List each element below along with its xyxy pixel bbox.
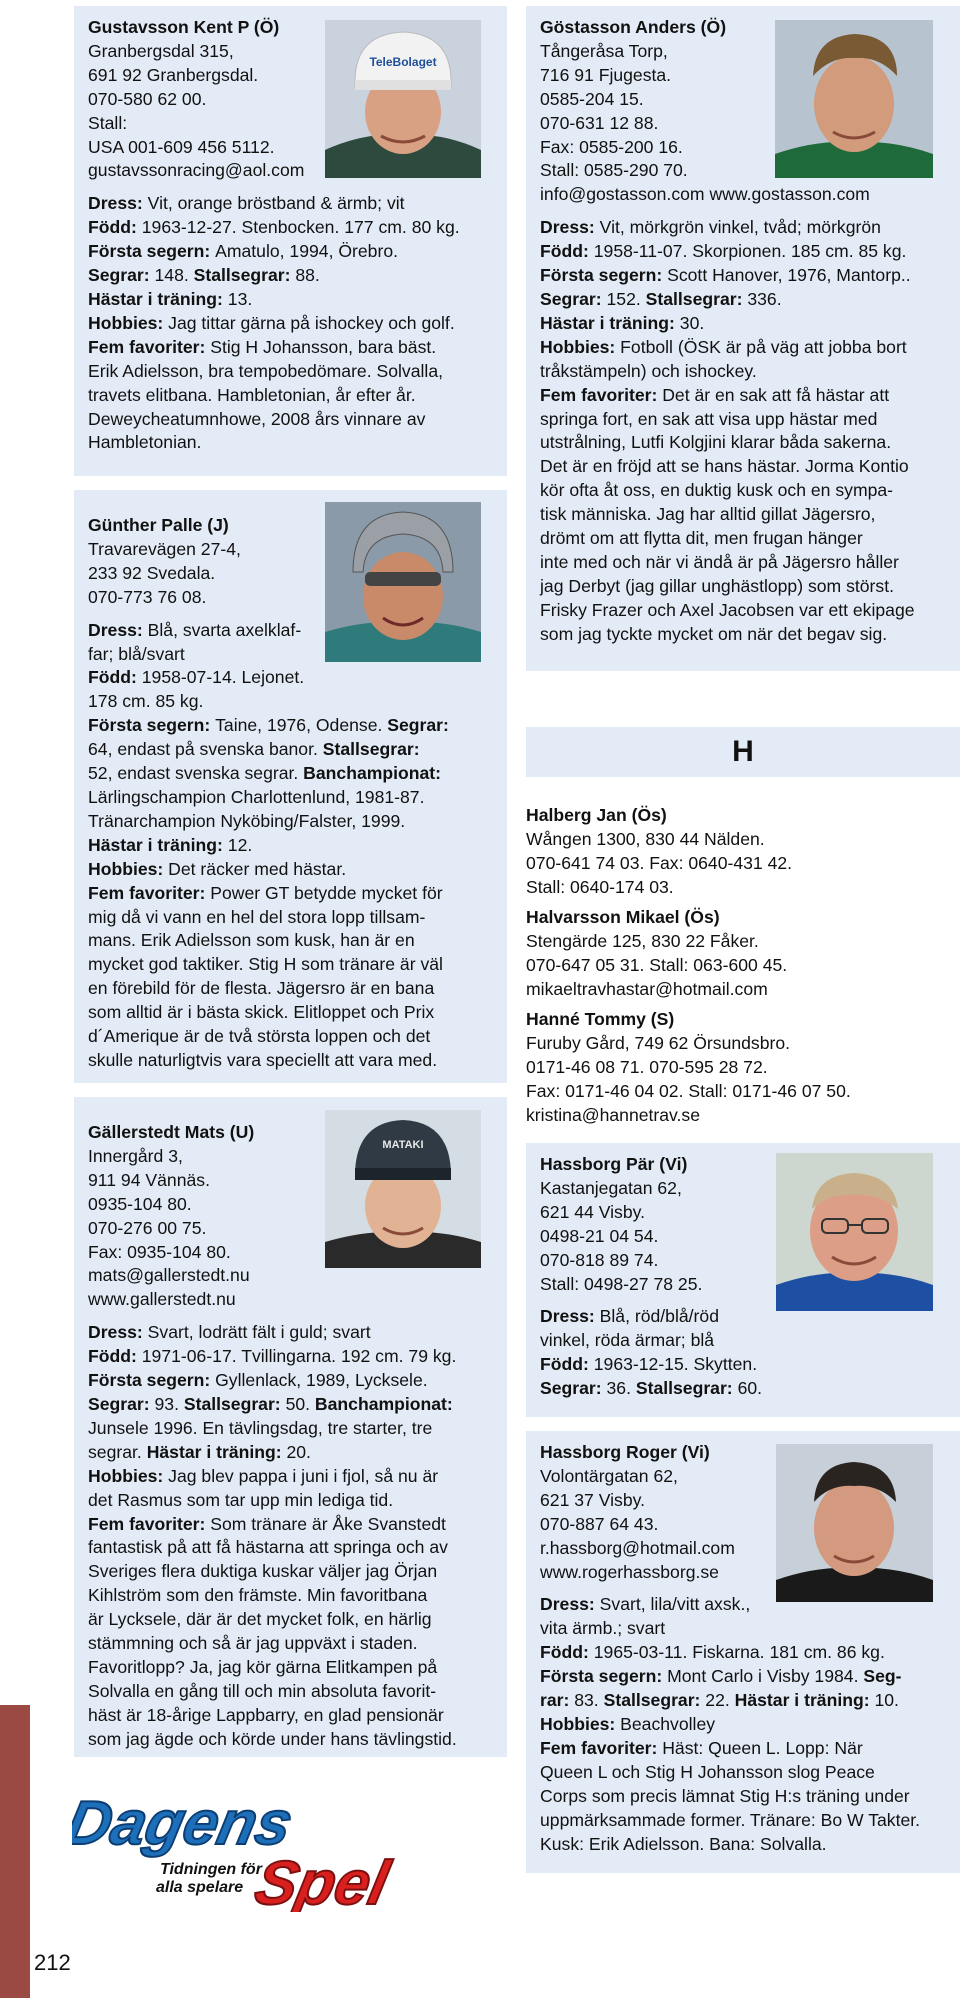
field-label: Hästar i träning: [540,312,680,333]
detail-line [88,762,493,786]
field-label: Stallsegrar: [193,265,296,286]
field-value: Det är en sak att få hästar att [662,384,890,405]
cap-logo-text: TeleBolaget [369,55,437,69]
detail-line [540,240,946,264]
field-value: är Lycksele, där är det mycket folk, en härlig [88,1609,432,1630]
driver-name: Halberg Jan (Ös) [526,805,667,825]
detail-line [88,240,493,264]
field-label: Stallsegrar: [183,1393,286,1414]
field-value: Sveriges flera duktiga kuskar väljer jag Örjan [88,1561,438,1582]
detail-line [540,1809,946,1833]
address-line: 070-818 89 74. [540,1249,659,1270]
field-value: travets elitbana. Hambletonian, år efter år. [88,384,416,405]
address-line: 233 92 Svedala. [88,562,216,583]
address-block [526,1032,960,1128]
field-label: Fem favoriter: [540,1737,663,1758]
field-label: Hästar i träning: [146,1441,287,1462]
field-value: som jag tyckte mycket om när det begav sig. [540,623,888,644]
field-value: 22. [705,1690,735,1711]
field-value: d´Amerique är de två största loppen och det [88,1026,431,1047]
detail-line [540,431,946,455]
driver-photo [325,20,481,178]
field-value: Junsele 1996. En tävlingsdag, tre starter, tre [88,1417,433,1438]
detail-line [88,953,493,977]
field-value: mans. Erik Adielsson som kusk, han är en [88,930,415,951]
field-label: Segrar: [88,1393,155,1414]
detail-line [88,1465,493,1489]
detail-line [540,1641,946,1665]
profile-details [88,192,493,455]
field-value: 93. [154,1393,184,1414]
field-label: Första segern: [88,1370,216,1391]
address-line: 070-647 05 31. Stall: 063-600 45. [526,954,788,975]
address-line: Kastanjegatan 62, [540,1177,682,1198]
field-value: 83. [574,1690,604,1711]
section-letter-h: H [526,727,960,777]
portrait-image [325,502,481,662]
detail-line [540,1689,946,1713]
field-value: inte med och när vi ändå är på Jägersro håller [540,551,899,572]
field-label: Seg- [863,1666,902,1687]
field-value: 152. [606,288,646,309]
field-value: 178 cm. 85 kg. [88,691,204,712]
field-value: Som tränare är Åke Svanstedt [210,1513,446,1534]
field-label: Segrar: [88,265,155,286]
detail-line [88,1560,493,1584]
field-value: 12. [227,834,253,855]
driver-photo [325,1110,481,1268]
portrait-image [776,1153,933,1311]
address-line: Innergård 3, [88,1145,183,1166]
field-value: Corps som precis lämnat Stig H:s träning under [540,1785,910,1806]
field-value: utstrålning, Lutfi Kolgjini klarar båda sakerna. [540,432,892,453]
detail-line [88,738,493,762]
driver-name: Halvarsson Mikael (Ös) [526,907,720,927]
driver-photo [776,1153,933,1311]
field-label: Hobbies: [540,1713,621,1734]
detail-line [88,906,493,930]
address-line: Stall: 0498-27 78 25. [540,1273,703,1294]
field-value: Favoritlopp? Ja, jag kör gärna Elitkampen på [88,1656,438,1677]
detail-line [540,1713,946,1737]
address-line: Wången 1300, 830 44 Nälden. [526,828,765,849]
entry-halberg-jan [526,804,960,900]
driver-photo [775,20,933,178]
field-value: springa fort, en sak att visa upp hästar med [540,408,878,429]
detail-line [540,384,946,408]
field-value: 20. [286,1441,311,1462]
field-value: det Rasmus som tar upp min lediga tid. [88,1489,394,1510]
field-value: 13. [227,288,253,309]
field-label: Stallsegrar: [322,739,420,760]
field-value: Amatulo, 1994, Örebro. [215,241,398,262]
field-value: 64, endast på svenska banor. [88,739,323,760]
address-line: gustavssonracing@aol.com [88,160,305,181]
detail-line [540,264,946,288]
field-value: 1965-03-11. Fiskarna. 181 cm. 86 kg. [593,1642,885,1663]
field-value: 148. [154,265,194,286]
detail-line [540,408,946,432]
address-line: 070-276 00 75. [88,1217,207,1238]
detail-line [88,264,493,288]
address-line: 691 92 Granbergsdal. [88,64,259,85]
address-line: 0585-204 15. [540,88,644,109]
address-line: Stengärde 125, 830 22 Fåker. [526,930,759,951]
address-line: kristina@hannetrav.se [526,1104,701,1125]
field-value: Svart, lila/vitt axsk., [599,1594,751,1615]
address-line: r.hassborg@hotmail.com [540,1537,735,1558]
detail-line [88,1680,493,1704]
address-line: Granbergsdal 315, [88,40,234,61]
field-value: far; blå/svart [88,643,185,664]
address-line: Fax: 0585-200 16. [540,136,683,157]
field-label: Fem favoriter: [88,882,211,903]
detail-line [88,384,493,408]
profile-details [540,1593,946,1856]
detail-line [88,1656,493,1680]
field-label: Fem favoriter: [540,384,663,405]
detail-line [88,810,493,834]
detail-line [540,1737,946,1761]
address-block [526,828,960,900]
detail-line [540,288,946,312]
svg-text:alla spelare: alla spelare [156,1879,244,1896]
address-line: 0498-21 04 54. [540,1225,659,1246]
field-value: skulle naturligtvis vara speciellt att vara med. [88,1049,438,1070]
field-value: Det är en fröjd att se hans hästar. Jorma Kontio [540,456,909,477]
address-line: Stall: [88,112,128,133]
field-label: Segrar: [540,1378,607,1399]
field-value: Jag tittar gärna på ishockey och golf. [168,312,455,333]
detail-line [540,575,946,599]
field-value: Erik Adielsson, bra tempobedömare. Solvalla, [88,360,443,381]
field-value: stämmning och så är jag uppväxt i staden. [88,1633,418,1654]
field-label: Dress: [540,217,600,238]
address-line: Fax: 0171-46 04 02. Stall: 0171-46 07 50. [526,1080,851,1101]
detail-line [88,312,493,336]
field-value: Mont Carlo i Visby 1984. [667,1666,864,1687]
field-label: Hobbies: [88,1465,169,1486]
address-line: info@gostasson.com www.gostasson.com [540,184,870,205]
field-value: Jag blev pappa i juni i fjol, så nu är [168,1465,439,1486]
detail-line [88,1608,493,1632]
address-line: Furuby Gård, 749 62 Örsundsbro. [526,1032,791,1053]
detail-line [540,1833,946,1857]
detail-line [88,216,493,240]
field-value: 1963-12-15. Skytten. [593,1354,758,1375]
detail-line [88,1728,493,1752]
driver-name: Hassborg Roger (Vi) [540,1442,710,1462]
address-line: Travarevägen 27-4, [88,538,241,559]
address-line: 070-773 76 08. [88,586,207,607]
detail-line [88,1417,493,1441]
detail-line [88,1049,493,1073]
detail-line [540,479,946,503]
detail-line [88,786,493,810]
field-value: Power GT betydde mycket för [210,882,443,903]
detail-line [88,1001,493,1025]
field-value: Taine, 1976, Odense. [215,715,388,736]
detail-line [88,690,493,714]
address-line: Tångeråsa Torp, [540,40,668,61]
field-label: Hästar i träning: [88,288,228,309]
detail-line [88,1345,493,1369]
field-value: mig då vi vann en hel del stora lopp tillsam- [88,906,426,927]
address-line: mikaeltravhastar@hotmail.com [526,978,768,999]
field-label: Född: [88,217,142,238]
helmet-logo-text: MATAKI [382,1139,424,1151]
field-value: Kusk: Erik Adielsson. Bana: Solvalla. [540,1833,827,1854]
field-value: 1971-06-17. Tvillingarna. 192 cm. 79 kg. [141,1346,457,1367]
profile-details [540,216,946,646]
field-label: Hästar i träning: [88,834,228,855]
portrait-image [775,20,933,178]
detail-line [540,503,946,527]
driver-name: Göstasson Anders (Ö) [540,17,727,37]
field-label: Fem favoriter: [88,336,211,357]
field-label: Hobbies: [540,336,621,357]
field-value: Kihlström som den främste. Min favoritbana [88,1585,428,1606]
field-label: Första segern: [540,265,668,286]
field-label: Dress: [540,1594,600,1615]
field-value: Blå, svarta axelklaf- [147,619,302,640]
driver-photo [325,502,481,662]
address-line: mats@gallerstedt.nu [88,1265,250,1286]
field-value: 10. [874,1690,899,1711]
dagens-spel-logo [72,1782,492,1912]
entry-hanne-tommy [526,1008,960,1128]
field-label: Första segern: [88,715,216,736]
detail-line [88,1369,493,1393]
profile-details [540,1305,946,1401]
field-label: Första segern: [540,1666,668,1687]
field-value: Beachvolley [620,1713,716,1734]
address-block [526,930,960,1002]
address-line: 0171-46 08 71. 070-595 28 72. [526,1056,768,1077]
field-value: 336. [747,288,782,309]
detail-line [88,336,493,360]
field-value: 36. [606,1378,636,1399]
field-value: Hambletonian. [88,432,202,453]
svg-text:Dagens: Dagens [72,1788,299,1858]
detail-line [540,1617,946,1641]
address-line: 070-641 74 03. Fax: 0640-431 42. [526,852,793,873]
address-line: 070-580 62 00. [88,88,207,109]
field-label: Dress: [88,619,148,640]
address-line: Fax: 0935-104 80. [88,1241,231,1262]
detail-line [88,714,493,738]
field-label: Född: [540,241,594,262]
detail-line [540,1665,946,1689]
field-value: tråkstämpeln) och ishockey. [540,360,757,381]
detail-line [88,977,493,1001]
detail-line [88,431,493,455]
field-value: Queen L och Stig H Johansson slog Peace [540,1761,875,1782]
field-value: Svart, lodrätt fält i guld; svart [147,1322,371,1343]
field-value: vita ärmb.; svart [540,1618,666,1639]
detail-line [540,1785,946,1809]
page-number: 212 [34,1950,71,1975]
portrait-image [325,20,481,178]
address-line: 0935-104 80. [88,1193,192,1214]
field-value: häst är 18-årige Lappbarry, en glad pensionär [88,1704,444,1725]
detail-line [540,312,946,336]
field-label: Hobbies: [88,312,169,333]
address-line: 911 94 Vännäs. [88,1169,210,1190]
detail-line [88,288,493,312]
field-value: tisk människa. Jag har alltid gillat Jägersro, [540,504,876,525]
field-value: Fotboll (ÖSK är på väg att jobba bort [620,336,907,357]
detail-line [540,216,946,240]
address-line: 070-887 64 43. [540,1513,659,1534]
field-value: 1963-12-27. Stenbocken. 177 cm. 80 kg. [141,217,460,238]
detail-line [88,1632,493,1656]
profile-details [88,619,493,1073]
field-value: Deweycheatumnhowe, 2008 års vinnare av [88,408,426,429]
field-label: Segrar: [540,288,607,309]
field-label: Fem favoriter: [88,1513,211,1534]
field-value: som alltid är i bästa skick. Elitloppet och Prix [88,1002,435,1023]
page-edge-bar [0,1705,30,1998]
field-label: Stallsegrar: [635,1378,738,1399]
detail-line [88,1536,493,1560]
field-value: uppmärksammade former. Tränare: Bo W Takter. [540,1809,921,1830]
detail-line [540,360,946,384]
field-label: Stallsegrar: [603,1690,706,1711]
portrait-image [776,1444,933,1602]
field-label: Banchampionat: [314,1393,453,1414]
detail-line [88,834,493,858]
detail-line [540,1377,946,1401]
field-value: Häst: Queen L. Lopp: När [662,1737,863,1758]
detail-line [540,551,946,575]
detail-line [88,929,493,953]
field-value: 52, endast svenska segrar. [88,763,304,784]
field-value: Gyllenlack, 1989, Lycksele. [215,1370,428,1391]
detail-line [540,623,946,647]
field-value: 1958-11-07. Skorpionen. 185 cm. 85 kg. [593,241,907,262]
field-label: Hästar i träning: [734,1690,875,1711]
field-value: Stig H Johansson, bara bäst. [210,336,437,357]
field-value: en förebild för de flesta. Jägersro är en bana [88,978,435,999]
field-label: Född: [540,1354,594,1375]
field-value: fantastisk på att få hästarna att springa och av [88,1537,448,1558]
field-label: Segrar: [387,715,449,736]
svg-text:Spel: Spel [249,1848,395,1912]
detail-line [88,1704,493,1728]
field-value: Lärlingschampion Charlottenlund, 1981-87. [88,786,425,807]
field-value: kör ofta åt oss, en duktig kusk och en sympa- [540,480,894,501]
svg-text:Tidningen för: Tidningen för [160,1861,262,1878]
entry-halvarsson-mikael [526,906,960,1002]
driver-name: Hanné Tommy (S) [526,1009,675,1029]
address-line: USA 001-609 456 5112. [88,136,275,157]
field-value: segrar. [88,1441,147,1462]
address-line: 070-631 12 88. [540,112,659,133]
field-value: Scott Hanover, 1976, Mantorp.. [667,265,911,286]
detail-line [540,1761,946,1785]
driver-name: Gällerstedt Mats (U) [88,1122,255,1142]
field-value: Vit, mörkgrön vinkel, tvåd; mörkgrön [599,217,881,238]
address-line: 621 37 Visby. [540,1489,645,1510]
address-line: Stall: 0640-174 03. [526,876,674,897]
address-line: www.rogerhassborg.se [540,1561,719,1582]
address-line: Volontärgatan 62, [540,1465,678,1486]
detail-line [540,1329,946,1353]
field-value: Blå, röd/blå/röd [599,1306,719,1327]
field-label: Första segern: [88,241,216,262]
driver-name: Hassborg Pär (Vi) [540,1154,688,1174]
detail-line [88,1393,493,1417]
detail-line [88,882,493,906]
field-label: Hobbies: [88,858,169,879]
detail-line [540,599,946,623]
address-line: Stall: 0585-290 70. [540,160,688,181]
field-value: Frisky Frazer och Axel Jacobsen var ett ekipage [540,599,915,620]
detail-line [88,192,493,216]
detail-line [88,360,493,384]
detail-line [540,455,946,479]
field-label: Dress: [88,193,148,214]
field-value: Solvalla en gång till och min absoluta favorit- [88,1680,437,1701]
field-label: Dress: [540,1306,600,1327]
address-line: www.gallerstedt.nu [88,1289,236,1310]
field-label: rar: [540,1690,575,1711]
detail-line [540,527,946,551]
field-value: jag Derbyt (jag gillar unghästlopp) som störst. [540,575,894,596]
detail-line [88,1441,493,1465]
field-value: 50. [285,1393,315,1414]
detail-line [88,408,493,432]
field-value: Det räcker med hästar. [168,858,347,879]
field-value: mycket god taktiker. Stig H som tränare är väl [88,954,443,975]
field-label: Banchampionat: [303,763,442,784]
driver-name: Gustavsson Kent P (Ö) [88,17,280,37]
driver-photo [776,1444,933,1602]
detail-line [88,1025,493,1049]
detail-line [88,666,493,690]
field-value: drömt om att flytta dit, men frugan hänger [540,528,863,549]
detail-line [88,1513,493,1537]
field-value: som jag ägde och körde under hans tävlingstid. [88,1728,457,1749]
field-value: 30. [679,312,705,333]
portrait-image [325,1110,481,1268]
field-label: Stallsegrar: [645,288,748,309]
field-value: Tränarchampion Nyköbing/Falster, 1999. [88,810,406,831]
detail-line [88,1321,493,1345]
field-label: Född: [540,1642,594,1663]
field-value: Vit, orange bröstband & ärmb; vit [147,193,405,214]
detail-line [88,1584,493,1608]
detail-line [540,1353,946,1377]
field-label: Född: [88,1346,142,1367]
detail-line [88,858,493,882]
profile-details [88,1321,493,1751]
field-value: 88. [295,265,320,286]
detail-line [540,336,946,360]
address-line: 621 44 Visby. [540,1201,645,1222]
field-value: vinkel, röda ärmar; blå [540,1330,715,1351]
address-line: 716 91 Fjugesta. [540,64,672,85]
field-label: Dress: [88,1322,148,1343]
field-label: Född: [88,667,142,688]
field-value: 60. [737,1378,763,1399]
field-value: 1958-07-14. Lejonet. [141,667,305,688]
driver-name: Günther Palle (J) [88,515,229,535]
detail-line [88,1489,493,1513]
